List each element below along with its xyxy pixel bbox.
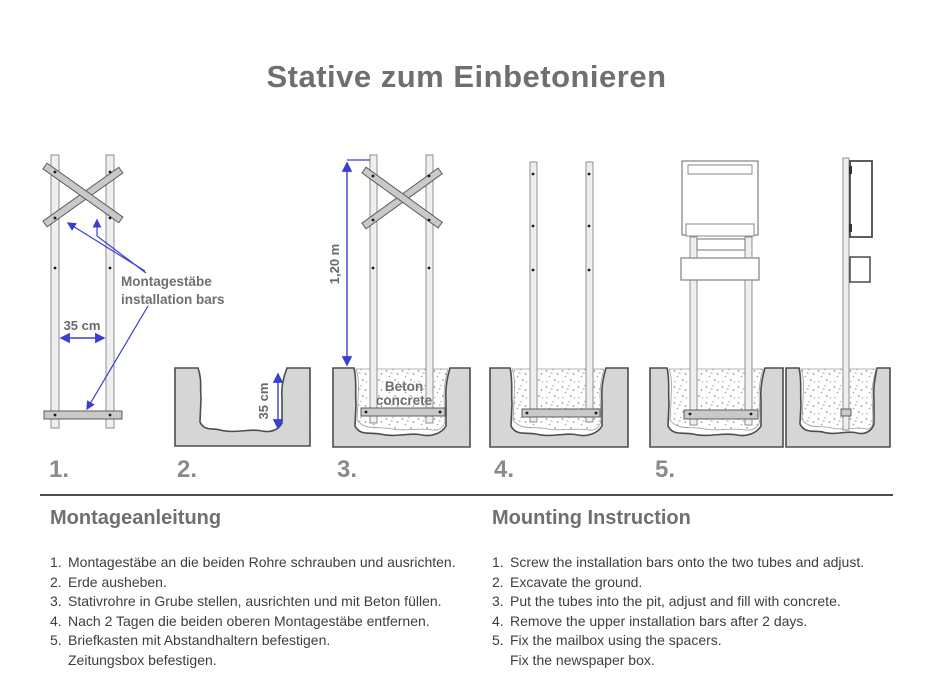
anchor-plate-side <box>841 409 851 416</box>
height-dimension <box>327 160 370 365</box>
svg-text:installation bars: installation bars <box>121 292 225 307</box>
tube-left <box>530 162 537 422</box>
step5-number: 5. <box>655 456 676 483</box>
step4-diagram <box>490 162 628 483</box>
step4-number: 4. <box>494 456 515 483</box>
list-item: 3. Stativrohre in Grube stellen, ausrichten und mit Beton füllen. <box>50 593 442 609</box>
separator-line <box>40 494 893 496</box>
width-dimension <box>61 318 104 338</box>
tube-right <box>586 162 593 422</box>
tube-right <box>106 155 114 428</box>
list-item: 1. Screw the installation bars onto the two tubes and adjust. <box>492 554 865 570</box>
depth-dimension <box>256 374 278 428</box>
step2-number: 2. <box>177 456 198 483</box>
svg-text:concrete: concrete <box>375 393 433 408</box>
step5-diagram <box>650 158 890 483</box>
step1-number: 1. <box>49 456 70 483</box>
english-heading: Mounting Instruction <box>492 507 691 529</box>
svg-text:Montagestäbe: Montagestäbe <box>121 274 212 289</box>
list-item: 2. Erde ausheben. <box>50 573 167 590</box>
mailbox-front <box>682 161 758 236</box>
tube-side <box>843 158 849 430</box>
svg-text:1,20 m: 1,20 m <box>327 243 342 285</box>
tube-left <box>51 155 59 428</box>
list-item: 1. Montagestäbe an die beiden Rohre schrauben und ausrichten. <box>50 554 456 570</box>
list-item: 5. Briefkasten mit Abstandhaltern befestigen. <box>50 632 331 648</box>
installation-bar-bottom <box>522 409 600 417</box>
tube-left <box>370 155 377 423</box>
list-item: 4. Nach 2 Tagen die beiden oberen Montagestäbe entfernen. <box>50 612 430 629</box>
list-item: Zeitungsbox befestigen. <box>68 651 217 668</box>
mailbox-side <box>849 161 872 237</box>
svg-text:35 cm: 35 cm <box>63 318 101 333</box>
svg-text:35 cm: 35 cm <box>256 382 271 420</box>
svg-text:Beton: Beton <box>384 379 424 394</box>
concrete-fill-side <box>801 369 876 429</box>
english-instructions <box>492 507 922 670</box>
installation-bar-bottom <box>361 408 445 416</box>
list-item: 5. Fix the mailbox using the spacers. <box>492 632 722 648</box>
step3-diagram <box>327 155 470 483</box>
step2-diagram <box>175 368 310 483</box>
german-heading: Montageanleitung <box>50 507 222 529</box>
spacer-bar <box>697 239 745 250</box>
list-item: 4. Remove the upper installation bars after 2 days. <box>492 612 808 629</box>
german-instructions <box>50 507 465 670</box>
list-item: Fix the newspaper box. <box>510 651 655 668</box>
list-item: 2. Excavate the ground. <box>492 573 643 590</box>
newspaper-box-front <box>681 258 759 280</box>
page-title: Stative zum Einbetonieren <box>266 58 667 94</box>
installation-bar-bottom <box>684 410 758 419</box>
newspaper-box-side <box>850 257 870 282</box>
step3-number: 3. <box>337 456 358 483</box>
ground-pit <box>175 368 310 446</box>
list-item: 3. Put the tubes into the pit, adjust and fill with concrete. <box>492 593 841 609</box>
tube-right <box>426 155 433 423</box>
